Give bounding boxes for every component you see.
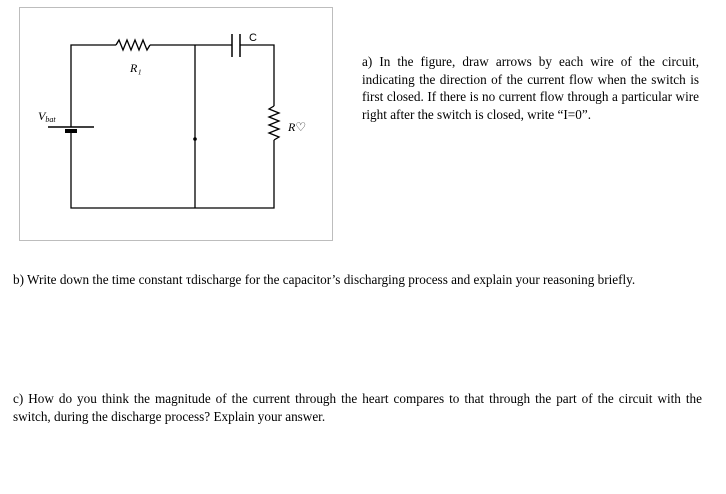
resistor-r1: [116, 40, 150, 50]
label-c: C: [249, 32, 257, 44]
battery-short-plate: [65, 129, 77, 133]
wire-top-right: [240, 45, 274, 106]
question-c: c) How do you think the magnitude of the current through the heart compares to that through the part of the circuit with the switch, during the discharge process? Explain your answer.: [13, 391, 702, 424]
switch-contact: [193, 137, 197, 141]
label-vbat: Vbat: [38, 109, 56, 124]
wire-left-top: [71, 45, 116, 101]
circuit-figure: [19, 7, 333, 241]
resistor-heart: [269, 106, 279, 140]
label-r1: R₁: [130, 61, 142, 75]
capacitor-c: [232, 34, 240, 57]
label-r-heart: R♡: [288, 120, 307, 134]
question-a: a) In the figure, draw arrows by each wire of the circuit, indicating the direction of the current flow when the switch is first closed. If there is no current flow through a particular wire right after the switch is closed, write “I=0”.: [362, 54, 699, 122]
wire-bottom: [71, 132, 274, 208]
circuit-diagram: [20, 8, 334, 242]
question-b: b) Write down the time constant τdischarge for the capacitor’s discharging process and explain your reasoning briefly.: [13, 272, 636, 287]
